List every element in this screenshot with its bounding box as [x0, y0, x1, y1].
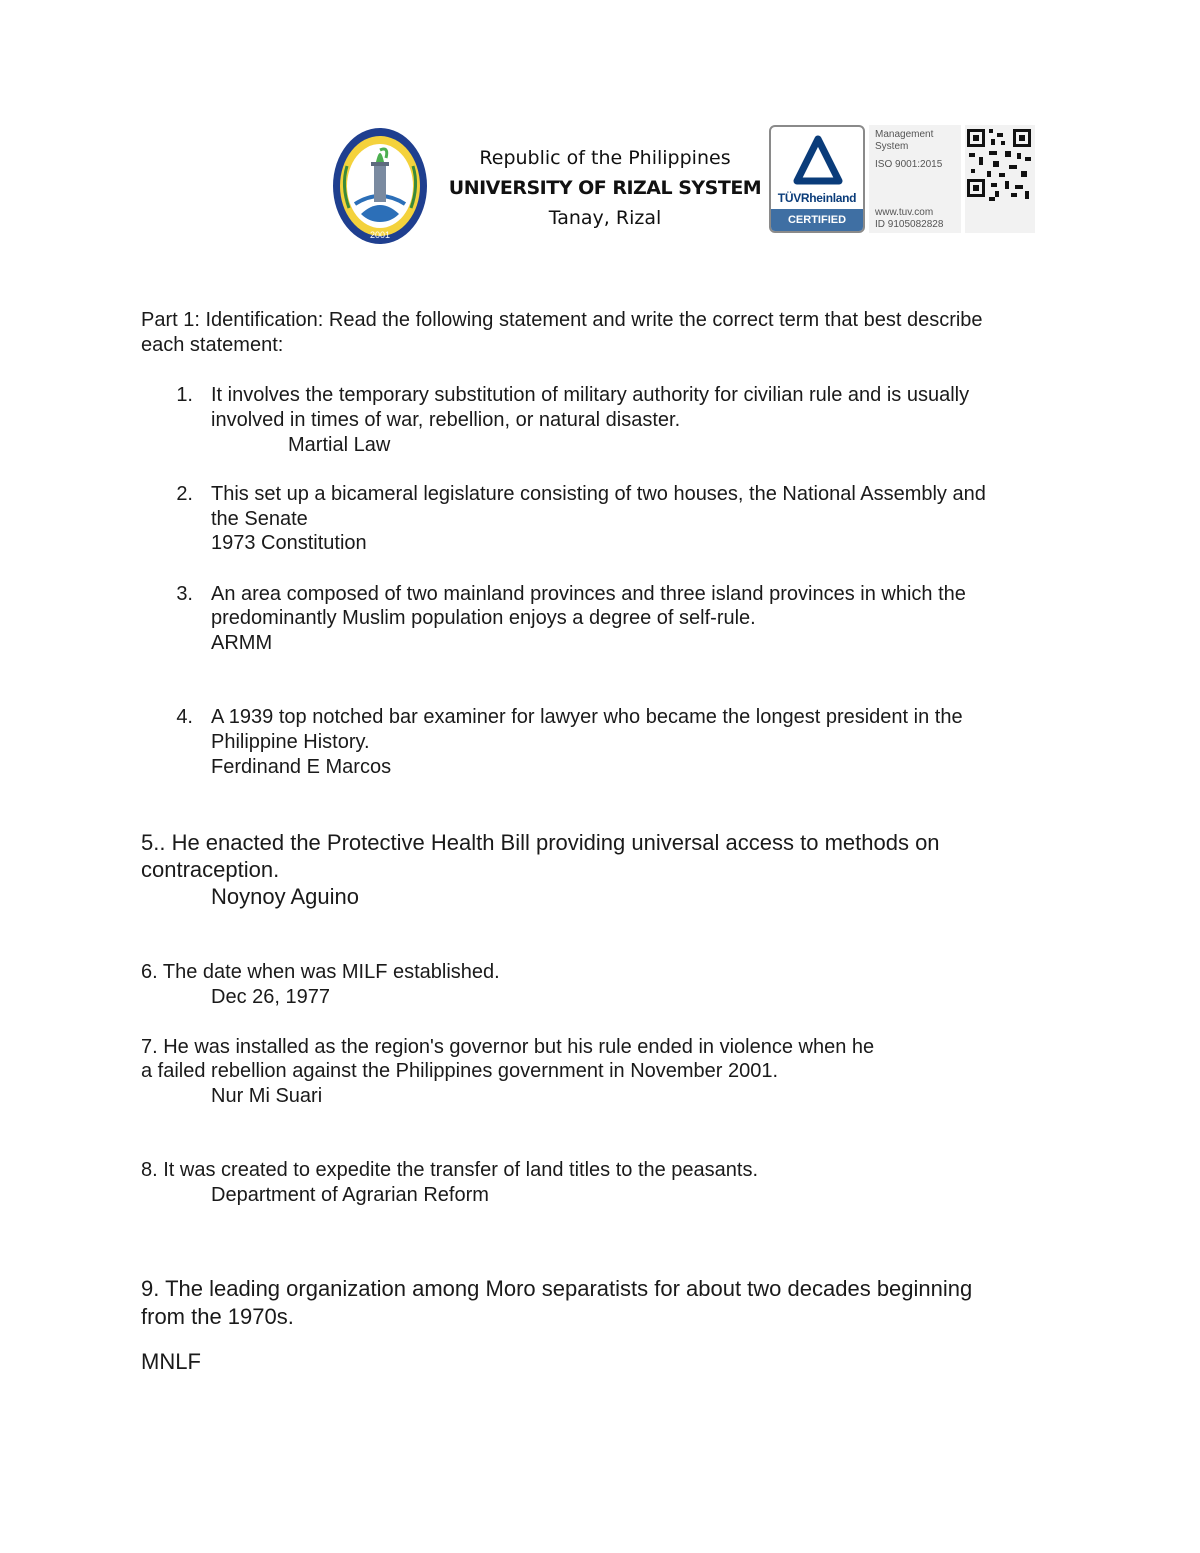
cert-line-iso: ISO 9001:2015: [875, 159, 943, 170]
cert-line-web: www.tuv.com: [875, 207, 934, 218]
item-2-answer: 1973 Constitution: [211, 532, 367, 554]
item-9-answer: MNLF: [141, 1349, 201, 1374]
item-7-question-line-1: 7. He was installed as the region's governor but his rule ended in violence when he: [141, 1036, 875, 1058]
item-number-3: 3.: [176, 583, 193, 605]
location-line: Tanay, Rizal: [548, 207, 662, 229]
item-5-answer: Noynoy Aguino: [211, 884, 359, 909]
instructions-line-1: Part 1: Identification: Read the following statement and write the correct term that best describe: [141, 309, 983, 331]
university-name: UNIVERSITY OF RIZAL SYSTEM: [448, 177, 762, 199]
item-6-answer: Dec 26, 1977: [211, 986, 330, 1008]
item-1-answer: Martial Law: [288, 434, 391, 456]
item-4-question-line-2: Philippine History.: [211, 731, 370, 753]
qr-code-icon: [965, 125, 1035, 205]
tuv-logo-box: [769, 125, 865, 233]
cert-qr-panel: [965, 125, 1035, 233]
iso-certification-badge: [769, 125, 1035, 233]
cert-line-system: System: [875, 141, 909, 152]
item-1-question-line-1: It involves the temporary substitution of military authority for civilian rule and is usually: [211, 384, 970, 406]
item-6-question: 6. The date when was MILF established.: [141, 961, 500, 983]
item-2-question-line-2: the Senate: [211, 508, 308, 530]
item-1-question-line-2: involved in times of war, rebellion, or natural disaster.: [211, 409, 681, 431]
item-number-4: 4.: [176, 706, 193, 728]
tuv-brand-text: TÜVRheinland: [777, 191, 857, 205]
cert-info-panel: [869, 125, 961, 233]
item-8-answer: Department of Agrarian Reform: [211, 1184, 489, 1206]
item-7-answer: Nur Mi Suari: [211, 1085, 323, 1107]
item-2-question-line-1: This set up a bicameral legislature consisting of two houses, the National Assembly and: [211, 483, 986, 505]
item-7-question-line-2: a failed rebellion against the Philippines government in November 2001.: [141, 1060, 779, 1082]
seal-year: 2001: [369, 230, 391, 240]
republic-line: Republic of the Philippines: [479, 147, 731, 169]
item-5-question-line-1: 5.. He enacted the Protective Health Bill providing universal access to methods on: [141, 830, 940, 855]
item-number-2: 2.: [176, 483, 193, 505]
tuv-triangle-icon: [793, 135, 843, 187]
item-number-1: 1.: [176, 384, 193, 406]
cert-line-id: ID 9105082828: [875, 219, 944, 230]
item-4-question-line-1: A 1939 top notched bar examiner for lawyer who became the longest president in the: [211, 706, 963, 728]
item-9-question-line-1: 9. The leading organization among Moro separatists for about two decades beginning: [141, 1276, 973, 1301]
certified-label: CERTIFIED: [771, 209, 863, 231]
item-8-question: 8. It was created to expedite the transfer of land titles to the peasants.: [141, 1159, 759, 1181]
cert-line-management: Management: [875, 129, 934, 140]
item-3-question-line-2: predominantly Muslim population enjoys a degree of self-rule.: [211, 607, 756, 629]
university-seal-logo: [331, 126, 429, 246]
item-9-question-line-2: from the 1970s.: [141, 1304, 294, 1329]
letterhead: [440, 143, 770, 233]
instructions-line-2: each statement:: [141, 334, 284, 356]
item-4-answer: Ferdinand E Marcos: [211, 756, 392, 778]
item-3-question-line-1: An area composed of two mainland provinces and three island provinces in which the: [211, 583, 966, 605]
item-3-answer: ARMM: [211, 632, 273, 654]
item-5-question-line-2: contraception.: [141, 857, 280, 882]
